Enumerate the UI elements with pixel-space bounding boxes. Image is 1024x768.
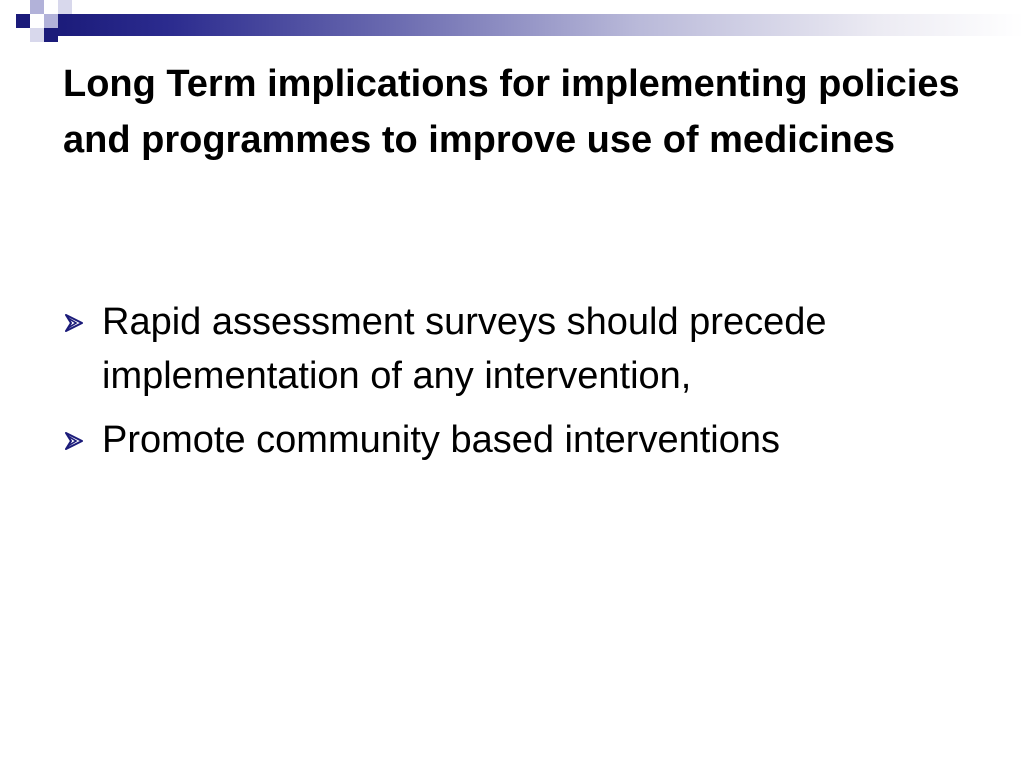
slide-title: Long Term implications for implementing policies and programmes to improve use of medicines	[63, 63, 960, 161]
decor-square-lilac	[44, 14, 58, 28]
decor-square-pale	[58, 0, 72, 14]
gradient-bar	[56, 14, 1024, 36]
bullet-text: Rapid assessment surveys should precede implementation of any intervention,	[102, 301, 827, 397]
chevron-right-arrow-icon	[64, 432, 84, 450]
chevron-right-arrow-icon	[64, 314, 84, 332]
decor-square-pale	[30, 28, 44, 42]
bullet-item	[62, 413, 962, 467]
decor-square-navy	[16, 14, 30, 28]
header-decoration	[0, 0, 1024, 46]
decor-square-lilac	[30, 0, 44, 14]
bullet-item	[62, 295, 962, 403]
bullet-list	[62, 295, 962, 477]
decor-square-navy	[44, 28, 58, 42]
bullet-text: Promote community based interventions	[102, 419, 780, 461]
